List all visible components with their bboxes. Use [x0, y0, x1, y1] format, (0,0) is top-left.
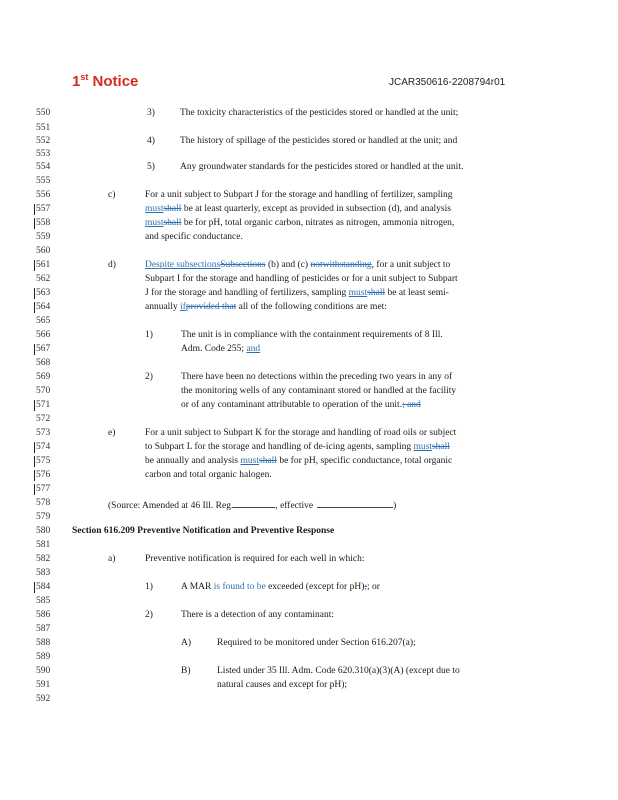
- line-number: 557: [34, 204, 58, 215]
- body-text: all of the following conditions are met:: [236, 302, 387, 312]
- body-text: or of any contaminant attributable to operation of the unit.: [181, 400, 403, 410]
- subsection-a1-label: 1): [145, 582, 153, 592]
- inserted-text: Despite subsections: [145, 260, 221, 270]
- line-number: 575: [34, 456, 58, 467]
- body-text: A MAR: [181, 582, 214, 592]
- item-3-text: The toxicity characteristics of the pesticides stored or handled at the unit;: [180, 108, 459, 118]
- line-number: 564: [34, 302, 58, 313]
- subsection-a-text: Preventive notification is required for each well in which:: [145, 554, 365, 564]
- line-number: 554: [36, 162, 51, 172]
- deleted-text: shall: [163, 204, 182, 214]
- subsection-d1-line: The unit is in compliance with the containment requirements of 8 Ill.: [181, 330, 443, 340]
- line-number: 573: [36, 428, 51, 438]
- notice-word: Notice: [92, 73, 139, 90]
- item-3-label: 3): [147, 108, 155, 118]
- line-number: 570: [36, 386, 51, 396]
- line-number: 561: [34, 260, 58, 271]
- line-number: 592: [36, 694, 51, 704]
- deleted-text: provided that: [185, 302, 237, 312]
- line-number: 574: [34, 442, 58, 453]
- subsection-c-line: [145, 218, 454, 229]
- body-text: Adm. Code 255;: [181, 344, 247, 354]
- inserted-text: must: [413, 442, 432, 452]
- line-number: 560: [36, 246, 51, 256]
- line-number: 556: [36, 190, 51, 200]
- subsection-d1-line: [181, 344, 260, 355]
- body-text: be for pH, specific conductance, total organic: [276, 456, 453, 466]
- line-number: 565: [36, 316, 51, 326]
- body-text: (b) and (c): [265, 260, 311, 270]
- body-text: J for the storage and handling of fertilizers, sampling: [145, 288, 349, 298]
- line-number: 569: [36, 372, 51, 382]
- subsection-e-line: [145, 442, 450, 453]
- source-prefix: (Source: Amended at 46 Ill. Reg.: [108, 501, 234, 511]
- item-4-text: The history of spillage of the pesticides stored or handled at the unit; and: [180, 136, 458, 146]
- line-number: 568: [36, 358, 51, 368]
- body-text: be for pH, total organic carbon, nitrates as nitrogen, ammonia nitrogen,: [181, 218, 455, 228]
- subsection-e-label: e): [108, 428, 116, 438]
- subsection-A-label: A): [181, 638, 192, 648]
- subsection-a1-text: [181, 582, 380, 593]
- body-text: be at least quarterly, except as provided in subsection (d), and analysis: [181, 204, 451, 214]
- deleted-text: shall: [367, 288, 386, 298]
- subsection-d-line: [145, 302, 387, 313]
- subsection-d2-line: [181, 400, 421, 411]
- line-number: 562: [36, 274, 51, 284]
- line-number: 559: [36, 232, 51, 242]
- subsection-d2-line: There have been no detections within the preceding two years in any of: [181, 372, 453, 382]
- document-id: JCAR350616-2208794r01: [389, 77, 506, 88]
- deleted-text: shall: [431, 442, 450, 452]
- deleted-text: ; and: [402, 400, 421, 410]
- subsection-c-line: [145, 204, 451, 215]
- line-number: 576: [34, 470, 58, 481]
- subsection-e-line: [145, 456, 452, 467]
- body-text: annually: [145, 302, 181, 312]
- line-number: 579: [36, 512, 51, 522]
- subsection-d2-line: the monitoring wells of any contaminant stored or handled at the facility: [181, 386, 457, 396]
- inserted-text: must: [145, 218, 164, 228]
- inserted-text: must: [240, 456, 259, 466]
- body-text: ; or: [367, 582, 380, 592]
- deleted-text: shall: [259, 456, 277, 466]
- deleted-text: notwithstanding: [310, 260, 372, 270]
- item-4-label: 4): [147, 136, 155, 146]
- source-effective: , effective: [275, 501, 314, 511]
- subsection-e-line: For a unit subject to Subpart K for the storage and handling of road oils or subject: [145, 428, 457, 438]
- line-number: 551: [36, 123, 51, 133]
- body-text: be at least semi-: [385, 288, 449, 298]
- line-number: 583: [36, 568, 51, 578]
- first-notice-label: [72, 72, 138, 90]
- subsection-B-label: B): [181, 666, 191, 676]
- subsection-c-label: c): [108, 190, 116, 200]
- line-number: 572: [36, 414, 51, 424]
- line-number: 578: [36, 498, 51, 508]
- line-number: 591: [36, 680, 51, 690]
- deleted-text: ;: [364, 582, 367, 592]
- line-number: 588: [36, 638, 51, 648]
- deleted-text: Subsections: [220, 260, 266, 270]
- inserted-text: if: [180, 302, 186, 312]
- line-number: 571: [34, 400, 58, 411]
- source-close: ): [393, 501, 397, 511]
- line-number: 550: [36, 108, 51, 118]
- inserted-text: must: [348, 288, 368, 298]
- item-5-label: 5): [147, 162, 155, 172]
- line-number: 552: [36, 136, 51, 146]
- notice-number: 1: [72, 73, 81, 90]
- line-number: 563: [34, 288, 58, 299]
- subsection-d-line: Subpart I for the storage and handling of pesticides or for a unit subject to Subpart: [145, 274, 458, 284]
- subsection-c-line: For a unit subject to Subpart J for the storage and handling of fertilizer, sampling: [145, 190, 453, 200]
- line-number: 582: [36, 554, 51, 564]
- subsection-d-label: d): [108, 260, 116, 270]
- body-text: , for a unit subject to: [371, 260, 451, 270]
- line-number: 585: [36, 596, 51, 606]
- line-number: 558: [34, 218, 58, 229]
- notice-superscript: st: [80, 72, 89, 82]
- subsection-a2-label: 2): [145, 610, 153, 620]
- subsection-B-line: Listed under 35 Ill. Adm. Code 620.310(a)(3)(A) (except due to: [217, 666, 460, 676]
- subsection-c-line: and specific conductance.: [145, 232, 243, 242]
- line-number: 587: [36, 624, 51, 634]
- line-number: 581: [36, 540, 51, 550]
- line-number: 586: [36, 610, 51, 620]
- line-number: 567: [34, 344, 58, 355]
- subsection-d2-label: 2): [145, 372, 153, 382]
- inserted-text: is found to be: [213, 582, 266, 592]
- deleted-text: shall: [163, 218, 182, 228]
- line-number: 580: [36, 526, 51, 536]
- reg-blank: [233, 498, 275, 508]
- subsection-d-line: [145, 260, 450, 271]
- subsection-B-line: natural causes and except for pH);: [217, 680, 348, 690]
- item-5-text: Any groundwater standards for the pesticides stored or handled at the unit.: [180, 162, 464, 172]
- subsection-d-line: [145, 288, 449, 299]
- body-text: to Subpart L for the storage and handling of de-icing agents, sampling: [145, 442, 414, 452]
- date-blank: [317, 498, 393, 508]
- subsection-A-text: Required to be monitored under Section 616.207(a);: [217, 638, 416, 648]
- body-text: exceeded (except for pH): [265, 582, 365, 592]
- source-note: [108, 498, 396, 512]
- body-text: be annually and analysis: [145, 456, 241, 466]
- subsection-d1-label: 1): [145, 330, 153, 340]
- line-number: 553: [36, 149, 51, 159]
- subsection-e-line: carbon and total organic halogen.: [145, 470, 272, 480]
- line-number: 577: [34, 484, 58, 495]
- subsection-a-label: a): [108, 554, 116, 564]
- line-number: 589: [36, 652, 51, 662]
- section-heading: Section 616.209 Preventive Notification and Preventive Response: [72, 526, 335, 536]
- inserted-text: and: [246, 344, 261, 354]
- inserted-text: must: [145, 204, 164, 214]
- line-number: 584: [34, 582, 58, 593]
- subsection-a2-text: There is a detection of any contaminant:: [181, 610, 334, 620]
- line-number: 555: [36, 176, 51, 186]
- line-number: 590: [36, 666, 51, 676]
- line-number: 566: [36, 330, 51, 340]
